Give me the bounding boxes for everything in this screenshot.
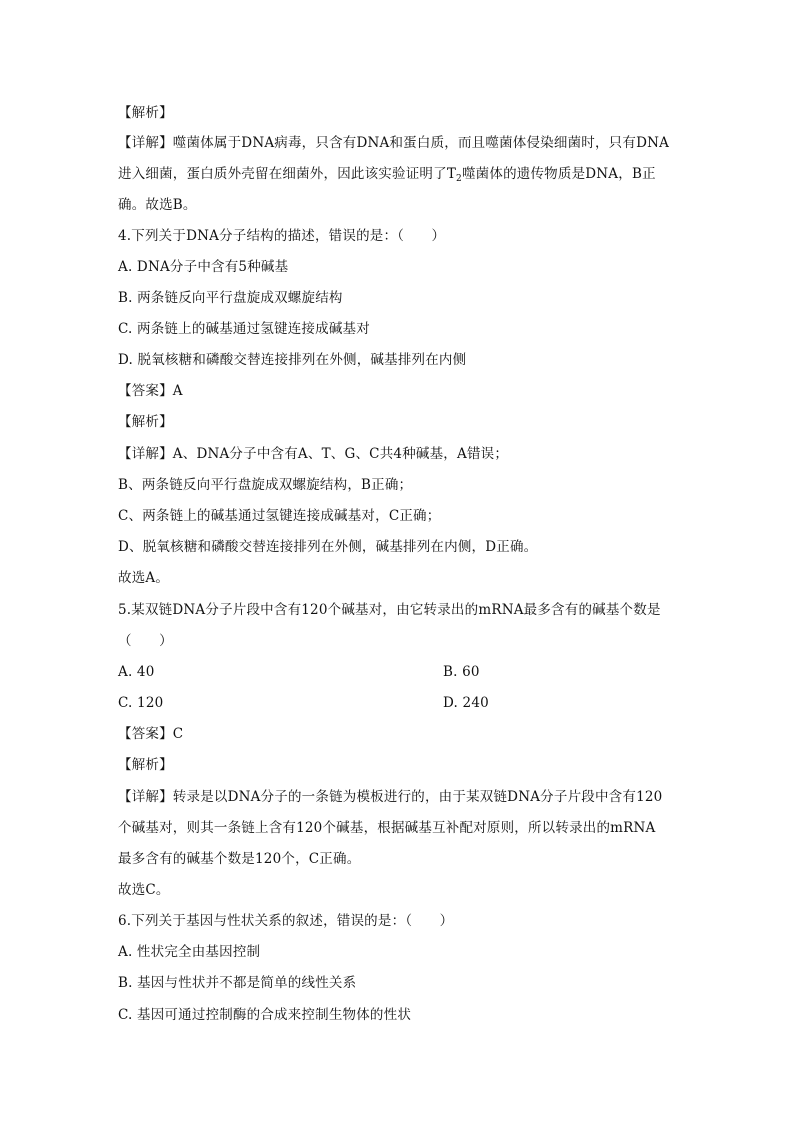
q3-t-subscript: 2 [456, 174, 462, 184]
q5-detail-line-3: 最多含有的碱基个数是120个，C正确。 [118, 851, 361, 867]
q4-option-d: D. 脱氧核糖和磷酸交替连接排列在外侧，碱基排列在内侧 [118, 352, 467, 368]
q3-detail-line-3: 确。故选B。 [118, 197, 197, 213]
q4-detail-line-1: 【详解】A、DNA分子中含有A、T、G、C共4种碱基，A错误； [118, 446, 509, 462]
q6-option-a: A. 性状完全由基因控制 [118, 944, 261, 960]
q3-detail-text-end: 噬菌体的遗传物质是DNA，B正 [461, 166, 656, 182]
q4-answer: 【答案】A [118, 383, 183, 399]
q4-option-a: A. DNA分子中含有5种碱基 [118, 259, 289, 275]
q6-option-b: B. 基因与性状并不都是简单的线性关系 [118, 975, 357, 991]
q5-analysis-label: 【解析】 [118, 757, 173, 773]
q5-detail-line-2: 个碱基对，则其一条链上含有120个碱基，根据碱基互补配对原则，所以转录出的mRNA [118, 820, 656, 836]
q4-detail-line-2: B、两条链反向平行盘旋成双螺旋结构，B正确； [118, 477, 413, 493]
q5-option-b: B. 60 [443, 664, 480, 680]
q4-detail-line-3: C、两条链上的碱基通过氢键连接成碱基对，C正确； [118, 508, 441, 524]
q3-detail-text: 进入细菌，蛋白质外壳留在细菌外，因此该实验证明了 [118, 166, 447, 182]
q6-option-c: C. 基因可通过控制酶的合成来控制生物体的性状 [118, 1007, 412, 1023]
q6-stem: 6.下列关于基因与性状关系的叙述，错误的是：（ ） [118, 913, 454, 929]
q3-t-letter: T [446, 166, 457, 182]
q5-option-d: D. 240 [443, 695, 489, 711]
q3-detail-line-1: 【详解】噬菌体属于DNA病毒，只含有DNA和蛋白质，而且噬菌体侵染细菌时，只有DNA [118, 135, 670, 151]
q4-detail-line-5: 故选A。 [118, 570, 170, 586]
q5-detail-line-1: 【详解】转录是以DNA分子的一条链为模板进行的，由于某双链DNA分子片段中含有120 [118, 789, 663, 805]
q4-analysis-label: 【解析】 [118, 414, 173, 430]
q5-option-c: C. 120 [118, 695, 164, 711]
q4-option-b: B. 两条链反向平行盘旋成双螺旋结构 [118, 290, 343, 306]
q5-detail-line-4: 故选C。 [118, 882, 170, 898]
q5-stem-line-1: 5.某双链DNA分子片段中含有120个碱基对，由它转录出的mRNA最多含有的碱基个数是 [118, 602, 661, 618]
q5-answer: 【答案】C [118, 726, 184, 742]
q3-analysis-label: 【解析】 [118, 105, 173, 121]
q5-option-a: A. 40 [118, 664, 155, 680]
q3-detail-line-2 [118, 164, 656, 189]
q4-option-c: C. 两条链上的碱基通过氢键连接成碱基对 [118, 321, 370, 337]
q5-stem-line-2: （ ） [118, 633, 173, 649]
q4-stem: 4.下列关于DNA分子结构的描述，错误的是：（ ） [118, 228, 446, 244]
q4-detail-line-4: D、脱氧核糖和磷酸交替连接排列在外侧，碱基排列在内侧，D正确。 [118, 539, 538, 555]
